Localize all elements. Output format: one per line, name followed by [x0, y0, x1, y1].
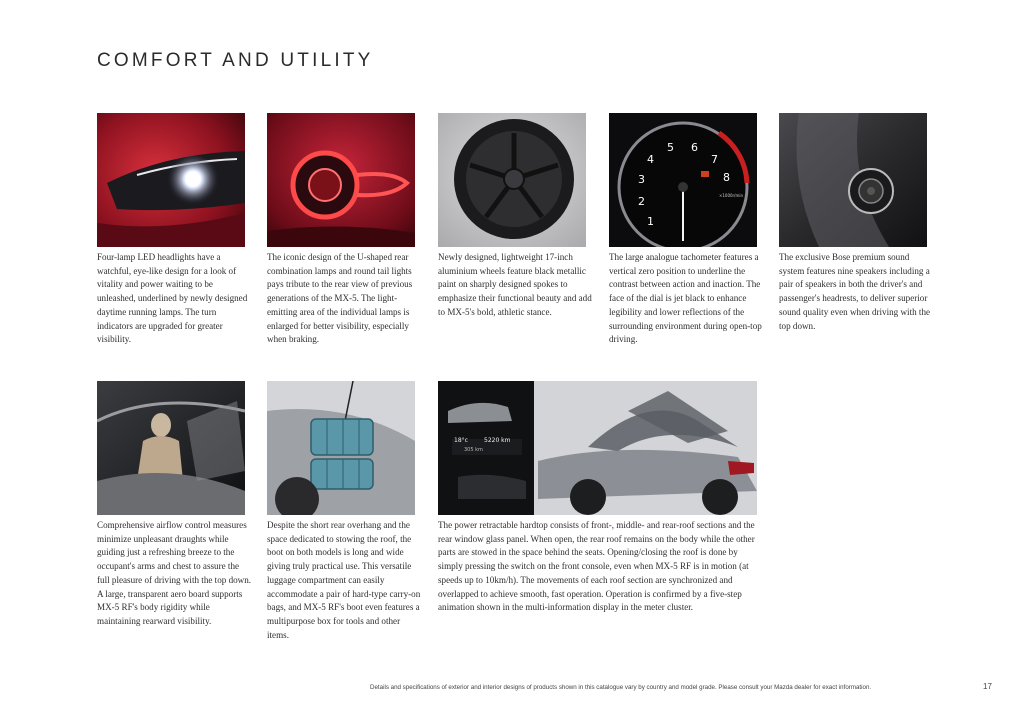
tachometer-tick-label: 1 — [647, 215, 654, 228]
cluster-trip: 305 km — [464, 447, 483, 453]
bose-speaker-photo — [779, 113, 927, 247]
feature-caption: The large analogue tachometer features a vertical zero position to underline the contrast between action and inaction. The face of the dial is jet black to enhance legibility and lower reflections of the surrounding environment during open-top driving. — [609, 252, 762, 345]
cluster-temp: 18°c — [454, 437, 468, 444]
feature-caption: The power retractable hardtop consists of front-, middle- and rear-roof sections and the rear window glass panel. When open, the rear roof remains on the body while the other parts are stowed in the space behind the seats. Opening/closing the roof is done by simply pressing the switch on the front console, even when MX-5 RF is in motion (at speeds up to 10km/h). The movements of each roof section are synchronized and overlapped to achieve smooth, fast operation. Operation is confirmed by a five-step animation shown in the multi-information display in the meter cluster. — [438, 520, 755, 613]
feature-caption: The iconic design of the U-shaped rear combination lamps and round tail lights pays tribute to the rear view of previous generations of the MX-5. The light-emitting area of the individual lamps is enlarged for better visibility, especially when braking. — [267, 252, 413, 345]
tachometer-unit: ×1000r/min — [719, 193, 744, 198]
feature-caption: The exclusive Bose premium sound system features nine speakers including a pair of speakers in both the driver's and passenger's headrests, to deliver superior sound quality even when driving with the top down. — [779, 252, 931, 331]
boot-luggage-photo — [267, 381, 415, 515]
feature-caption: Despite the short rear overhang and the space dedicated to stowing the roof, the boot on both models is long and wide giving truly practical use. This versatile luggage compartment can easily accommodate a pair of hard-type carry-on bags, and MX-5 RF's boot even features a multipurpose box for tools and other items. — [267, 520, 421, 640]
disclaimer-footer: Details and specifications of exterior and interior designs of products shown in this catalogue vary by country and model grade. Please consult your Mazda dealer for exact information. — [370, 684, 872, 691]
tachometer-photo — [609, 113, 757, 247]
feature-caption: Newly designed, lightweight 17-inch aluminium wheels feature black metallic paint on sharply designed spokes to emphasize their functional beauty and add to MX-5's bold, athletic stance. — [438, 252, 592, 317]
rear-combination-lamp-photo — [267, 113, 415, 247]
feature-caption: Four-lamp LED headlights have a watchful, eye-like design for a look of vitality and power waiting to be unleashed, underlined by newly designed daytime running lamps. The turn indicators are upgraded for greater visibility. — [97, 252, 248, 345]
tachometer-tick-label: 4 — [647, 153, 654, 166]
tachometer-tick-label: 5 — [667, 141, 674, 154]
page-number: 17 — [983, 682, 992, 691]
tachometer-tick-label: 8 — [723, 171, 730, 184]
page-title: COMFORT AND UTILITY — [97, 50, 374, 71]
feature-caption: Comprehensive airflow control measures minimize unpleasant draughts while guiding just a refreshing breeze to the occupant's arms and chest to assure the full pleasure of driving with the top down. A large, transparent aero board supports MX-5 RF's body rigidity while maintaining rearward visibility. — [97, 520, 252, 626]
tachometer-tick-label: 6 — [691, 141, 698, 154]
led-headlight-photo — [97, 113, 245, 247]
tachometer-tick-label: 2 — [638, 195, 645, 208]
airflow-control-photo — [97, 381, 245, 515]
cluster-odometer: 5220 km — [484, 437, 511, 444]
retractable-hardtop-photo — [438, 381, 757, 515]
tachometer-tick-label: 7 — [711, 153, 718, 166]
tachometer-tick-label: 3 — [638, 173, 645, 186]
alloy-wheel-photo — [438, 113, 586, 247]
